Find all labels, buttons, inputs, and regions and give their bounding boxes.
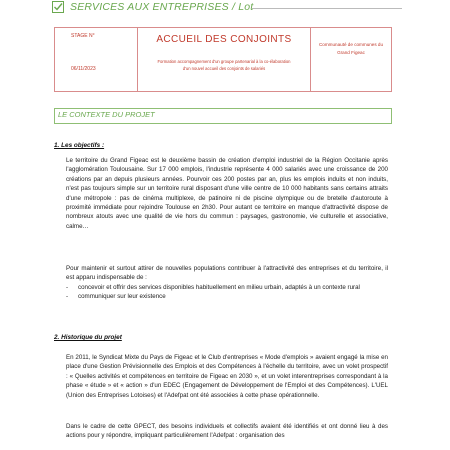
objectifs-bullet-list: [66, 283, 384, 302]
stage-info-box: [54, 27, 392, 92]
stage-subtitle: Formation accompagnement d'un groupe partenarial à la co-élaboration d'un nouvel accueil des conjoints de salariés: [157, 59, 291, 71]
page-header: [52, 0, 412, 14]
stage-title: ACCUEIL DES CONJOINTS: [156, 34, 292, 45]
section-title: LE CONTEXTE DU PROJET: [58, 110, 155, 119]
stage-middle-cell: [138, 28, 311, 91]
list-item: - concevoir et offrir des services disponibles habituellement en milieu urbain, adaptés à un contexte rural: [66, 284, 360, 291]
objectifs-paragraph-2: Pour maintenir et surtout attirer de nouvelles populations contribuer à l'attractivité des entreprises et du territoire, il est apparu indispensable de :: [66, 265, 388, 282]
historique-heading: 2. Historique du projet: [54, 334, 122, 341]
stage-organization: Communauté de communes du Grand Figeac: [318, 42, 384, 55]
stage-number-label: STAGE N°: [71, 33, 95, 39]
list-item: - communiquer sur leur existence: [66, 293, 166, 301]
objectifs-heading: 1. Les objectifs :: [54, 142, 105, 149]
stage-left-cell: [55, 28, 138, 91]
section-header: [54, 108, 392, 124]
historique-paragraph-1: En 2011, le Syndicat Mixte du Pays de Figeac et le Club d'entreprises « Mode d'emplois » avaient engagé la mise en place d'une Gestion Prévisionnelle des Emplois et des Compétences à l'échelle du territoire, avec un volet prospectif : « Quelles activités et compétences en territoire de Figeac en 2030 », et un volet interentreprises correspondant à la phase « étude » et « action » d'un EDEC (Engagement de Développement de l'Emploi et des Compétences). L'UEL (Union des Entreprises Lotoises) et l'Adefpat ont été associées à cette phase opérationnelle.: [66, 354, 388, 399]
header-title: SERVICES AUX ENTREPRISES / Lot: [70, 1, 254, 13]
objectifs-paragraph-1: Le territoire du Grand Figeac est le deuxième bassin de création d'emploi industriel de la Région Occitanie après l'agglomération Toulousaine. Sur 17 000 emplois, l'industrie représente 4 000 salariés avec une croissance de 200 créations par an depuis plusieurs années. Pourvoir ces 200 postes par an, plus les emplois induits et non induits, n'est pas toujours simple sur un territoire rural disposant d'une ville centre de 10 000 habitants sans certains attraits d'une métropole : pas de cinéma multiplexe, de patinoire ni de piscine olympique ou de bretelle d'autoroute à proximité immédiate pour rejoindre Toulouse en 2h30. Pour autant ce territoire en manque d'attractivité dispose de nombreux atouts avec une qualité de vie hors du commun : paysages, gastronomie, vie culturelle et associative, calme…: [66, 157, 388, 230]
header-rule: [252, 8, 402, 10]
check-icon: [52, 1, 64, 13]
stage-right-cell: [311, 28, 391, 91]
historique-paragraph-2: Dans le cadre de cette GPECT, des besoins individuels et collectifs avaient été identifiés et ont donné lieu à des actions pour y répondre, impliquant particulièrement l'Adefpat : organisation des: [66, 423, 388, 440]
stage-date: 06/11/2023: [71, 66, 96, 72]
